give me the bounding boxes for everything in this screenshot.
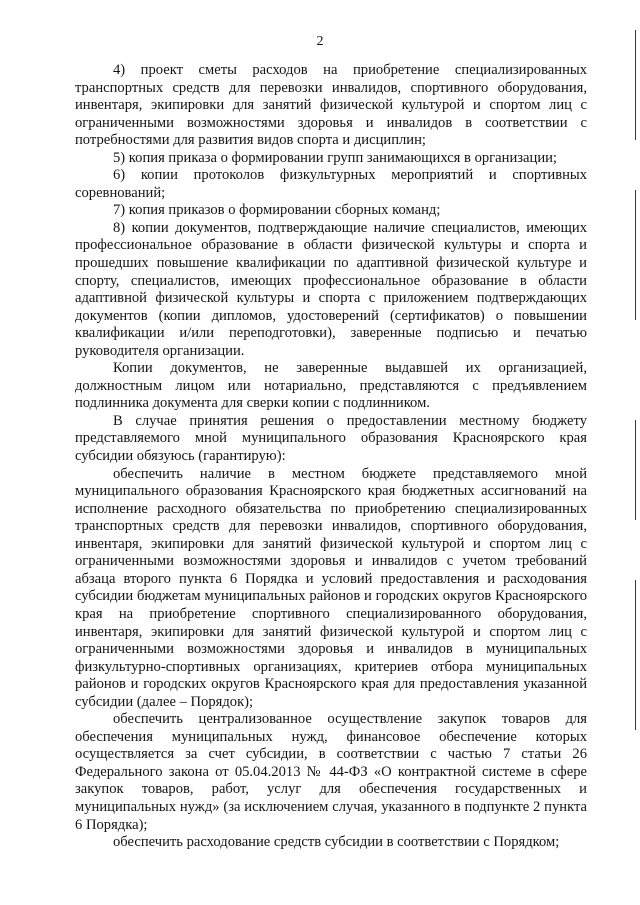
paragraph-obligation-budget: обеспечить наличие в местном бюджете представляемого мной муниципального образования Красноярского края бюджетных ассигнований на исполнение расходного обязательства по приобретению специализированных транспортных средств для перевозки инвалидов, спортивного оборудования, инвентаря, экипировки для занятий физической культурой и спортом лиц с ограниченными возможностями здоровья и инвалидов с учетом требований абзаца второго пункта 6 Порядка и условий предоставления и расходования субсидии бюджетам муниципальных районов и городских округов Красноярского края на приобретение спортивного специализированного оборудования, инвентаря, экипировки для занятий физической культурой и спортом лиц с ограниченными возможностями здоровья и инвалидов в муниципальных физкультурно-спортивных организациях, критериев отбора муниципальных районов и городских округов Красноярского края для предоставления указанной субсидии (далее – Порядок); bbox=[75, 465, 587, 710]
scan-edge-mark bbox=[635, 190, 636, 320]
paragraph-obligation-procurement: обеспечить централизованное осуществление закупок товаров для обеспечения муниципальных нужд, финансовое обеспечение которых осуществляется за счет субсидии, в соответствии с частью 7 статьи 26 Федерального закона от 05.04.2013 № 44-ФЗ «О контрактной системе в сфере закупок товаров, работ, услуг для обеспечения государственных и муниципальных нужд» (за исключением случая, указанного в подпункте 2 пункта 6 Порядка); bbox=[75, 711, 587, 833]
scan-edge-mark bbox=[635, 420, 636, 520]
paragraph-copies-note: Копии документов, не заверенные выдавшей их организацией, должностным лицом или нотариально, представляются с предъявлением подлинника документа для сверки копии с подлинником. bbox=[75, 360, 587, 412]
paragraph-obligation-spending: обеспечить расходование средств субсидии в соответствии с Порядком; bbox=[113, 834, 560, 851]
paragraph-item-7: 7) копия приказов о формировании сборных команд; bbox=[113, 202, 441, 219]
paragraph-item-8: 8) копии документов, подтверждающие наличие специалистов, имеющих профессиональное образование в области физической культуры и спорта и прошедших повышение квалификации по адаптивной физической культуре и спорту, специалистов, имеющих профессиональное образование в области адаптивной физической культуры и спорта с приложением подтверждающих документов (копии дипломов, удостоверений (сертификатов) о повышении квалификации и/или переподготовки), заверенные подписью и печатью руководителя организации. bbox=[75, 219, 587, 359]
page-number: 2 bbox=[316, 34, 324, 49]
scan-edge-mark bbox=[635, 580, 636, 730]
paragraph-obligation-intro: В случае принятия решения о предоставлении местному бюджету представляемого мной муниципального образования Красноярского края субсидии обязуюсь (гарантирую): bbox=[75, 412, 587, 465]
paragraph-item-5: 5) копия приказа о формировании групп занимающихся в организации; bbox=[113, 149, 557, 166]
document-body bbox=[75, 62, 587, 852]
scan-edge-mark bbox=[635, 30, 636, 140]
paragraph-item-6: 6) копии протоколов физкультурных мероприятий и спортивных соревнований; bbox=[75, 167, 587, 201]
paragraph-item-4: 4) проект сметы расходов на приобретение специализированных транспортных средств для перевозки инвалидов, спортивного оборудования, инвентаря, экипировки для занятий физической культурой и спортом лиц с ограниченными возможностями здоровья и инвалидов в соответствии с потребностями для развития видов спорта и дисциплин; bbox=[75, 62, 587, 149]
